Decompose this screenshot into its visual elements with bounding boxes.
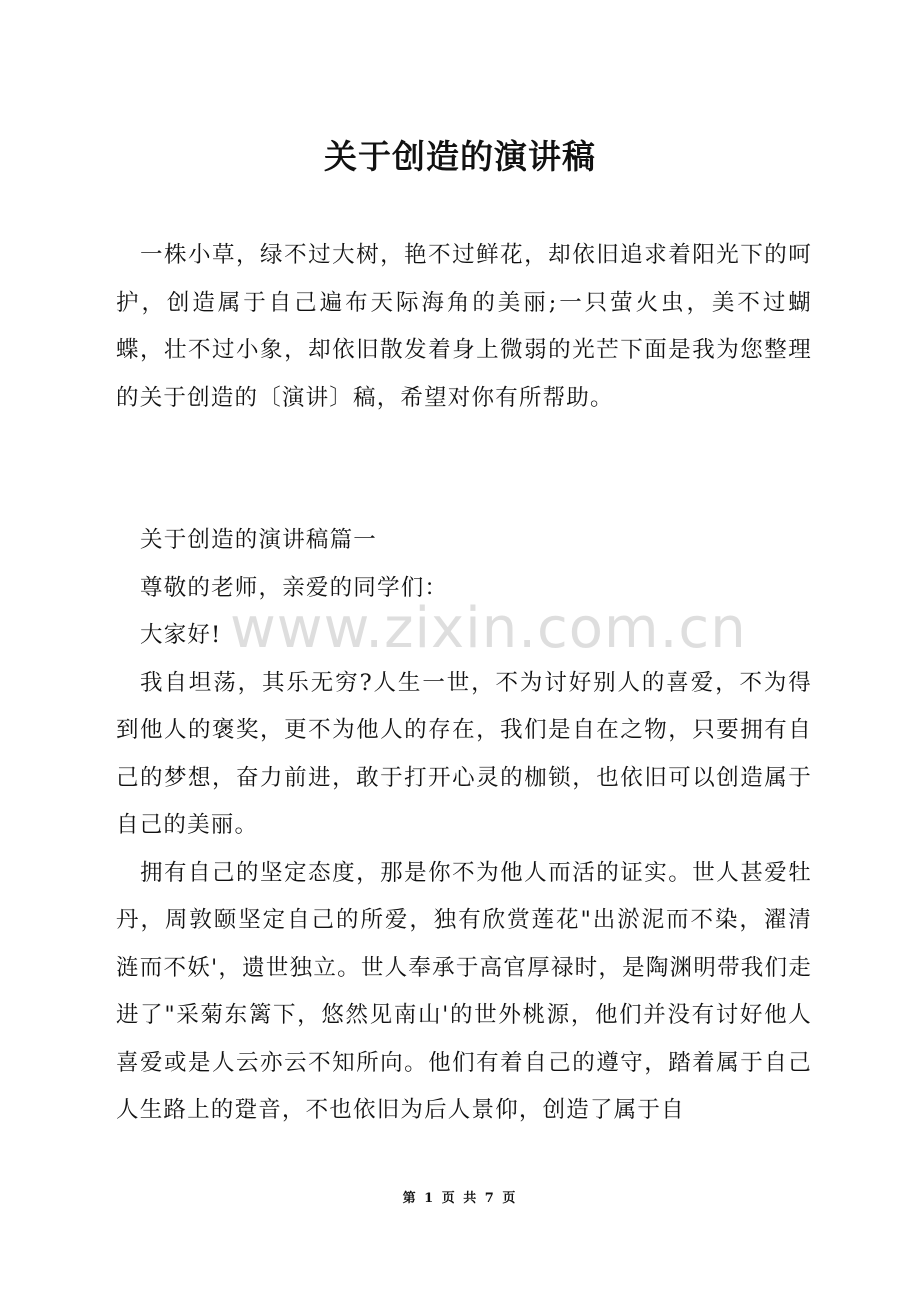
body-paragraph: 我自坦荡，其乐无穷?人生一世，不为讨好别人的喜爱，不为得到他人的褒奖，更不为他人的存在，我们是自在之物，只要拥有自己的梦想，奋力前进，敢于打开心灵的枷锁，也依旧可以创造属于自己的美丽。 [116, 669, 812, 838]
intro-paragraph: 一株小草，绿不过大树，艳不过鲜花，却依旧追求着阳光下的呵护，创造属于自己遍布天际海角的美丽;一只萤火虫，美不过蝴蝶，壮不过小象，却依旧散发着身上微弱的光芒下面是我为您整理的关于创造的〔演讲〕稿，希望对你有所帮助。 [116, 242, 812, 411]
document-title: 关于创造的演讲稿 [324, 137, 596, 176]
body-paragraph: 拥有自己的坚定态度，那是你不为他人而活的证实。世人甚爱牡丹，周敦颐坚定自己的所爱，独有欣赏莲花"出淤泥而不染，濯清涟而不妖'，遗世独立。世人奉承于高官厚禄时，是陶渊明带我们走进了"采菊东篱下，悠然见南山'的世外桃源，他们并没有讨好他人喜爱或是人云亦云不知所向。他们有着自己的遵守，踏着属于自己人生路上的跫音，不也依旧为后人景仰，创造了属于自 [116, 859, 812, 1123]
section-heading: 关于创造的演讲稿篇一 [140, 527, 378, 553]
salutation: 尊敬的老师，亲爱的同学们： [140, 574, 449, 601]
greeting: 大家好! [140, 622, 222, 648]
page-number-footer: 第 1 页 共 7 页 [402, 1191, 518, 1206]
watermark-text: www.zixin.com.cn [230, 596, 747, 661]
